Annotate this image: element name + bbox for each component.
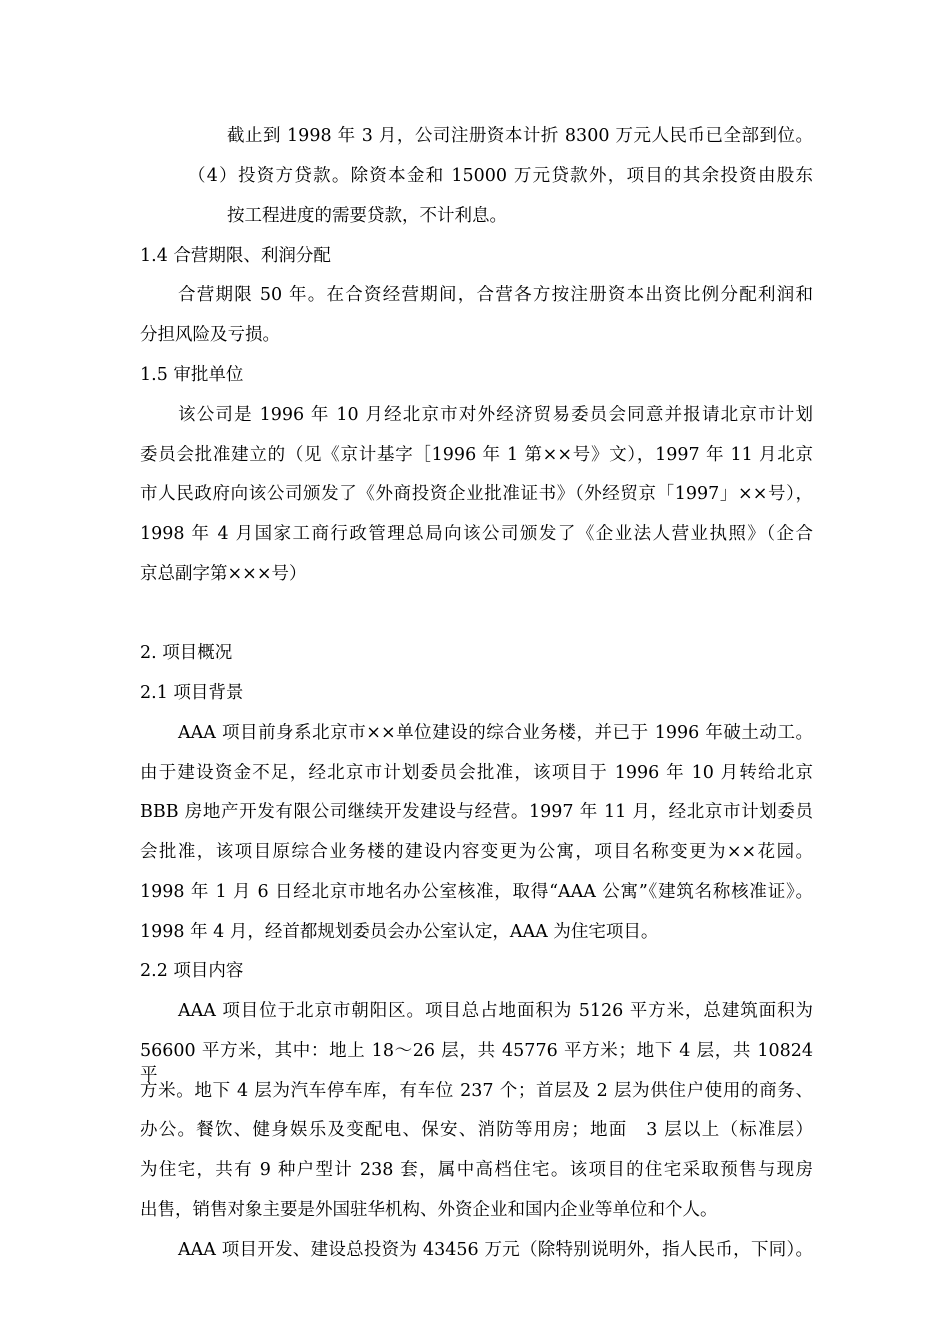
section-heading: 2. 项目概况	[140, 643, 233, 663]
paragraph-line: 市人民政府向该公司颁发了《外商投资企业批准证书》（外经贸京「1997」××号），	[140, 484, 813, 504]
paragraph-line: 会批准，该项目原综合业务楼的建设内容变更为公寓，项目名称变更为××花园。	[140, 842, 813, 862]
paragraph-line: （4）投资方贷款。除资本金和 15000 万元贷款外，项目的其余投资由股东	[188, 166, 813, 186]
paragraph-line: 出售，销售对象主要是外国驻华机构、外资企业和国内企业等单位和个人。	[140, 1200, 718, 1220]
paragraph-line: AAA 项目开发、建设总投资为 43456 万元（除特别说明外，指人民币，下同）。	[178, 1240, 813, 1260]
paragraph-line: 按工程进度的需要贷款，不计利息。	[227, 206, 507, 226]
paragraph-line: 委员会批准建立的（见《京计基字［1996 年 1 第××号》文），1997 年 11 月北京	[140, 445, 813, 465]
paragraph-line: BBB 房地产开发有限公司继续开发建设与经营。1997 年 11 月，经北京市计划委员	[140, 802, 813, 822]
paragraph-line: 56600 平方米，其中：地上 18～26 层，共 45776 平方米；地下 4 层，共 10824 平	[140, 1041, 813, 1085]
paragraph-line: 1998 年 1 月 6 日经北京市地名办公室核准，取得“AAA 公寓”《建筑名称核准证》。	[140, 882, 813, 902]
section-heading: 1.4 合营期限、利润分配	[140, 246, 331, 266]
paragraph-line: 截止到 1998 年 3 月，公司注册资本计折 8300 万元人民币已全部到位。	[227, 126, 813, 146]
paragraph-line: 为住宅，共有 9 种户型计 238 套，属中高档住宅。该项目的住宅采取预售与现房	[140, 1160, 813, 1180]
paragraph-line: 方米。地下 4 层为汽车停车库，有车位 237 个；首层及 2 层为供住户使用的商务、	[140, 1081, 813, 1101]
paragraph-line: 该公司是 1996 年 10 月经北京市对外经济贸易委员会同意并报请北京市计划	[178, 405, 813, 425]
paragraph-line: AAA 项目前身系北京市××单位建设的综合业务楼，并已于 1996 年破土动工。	[178, 723, 813, 743]
paragraph-line: 1998 年 4 月，经首都规划委员会办公室认定，AAA 为住宅项目。	[140, 922, 659, 942]
paragraph-line: 分担风险及亏损。	[140, 325, 280, 345]
section-heading: 2.2 项目内容	[140, 961, 244, 981]
paragraph-line: 合营期限 50 年。在合资经营期间，合营各方按注册资本出资比例分配利润和	[178, 285, 813, 305]
paragraph-line: 1998 年 4 月国家工商行政管理总局向该公司颁发了《企业法人营业执照》（企合	[140, 524, 813, 544]
section-heading: 1.5 审批单位	[140, 365, 244, 385]
section-heading: 2.1 项目背景	[140, 683, 244, 703]
paragraph-line: AAA 项目位于北京市朝阳区。项目总占地面积为 5126 平方米，总建筑面积为	[178, 1001, 813, 1021]
paragraph-line: 由于建设资金不足，经北京市计划委员会批准，该项目于 1996 年 10 月转给北京	[140, 763, 813, 783]
paragraph-line: 办公。餐饮、健身娱乐及变配电、保安、消防等用房；地面 3 层以上（标准层）	[140, 1120, 813, 1140]
paragraph-line: 京总副字第×××号）	[140, 564, 307, 584]
